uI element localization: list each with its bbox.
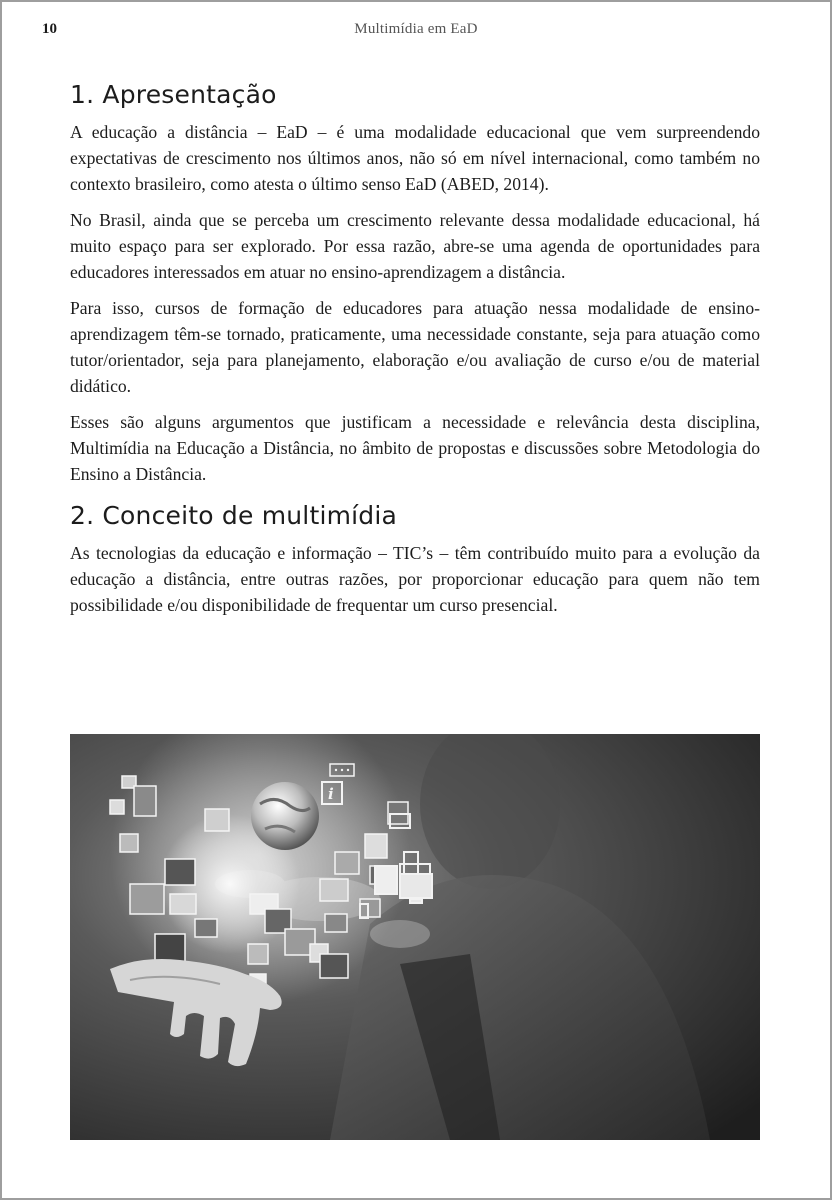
app-icon (205, 809, 229, 831)
section-heading-conceito: 2. Conceito de multimídia (70, 501, 398, 530)
tower-icon (375, 866, 397, 894)
paragraph: No Brasil, ainda que se perceba um crescimento relevante dessa modalidade educacional, há muito espaço para ser explorado. Por essa razão, abre-se uma agenda de oportunidades para educadores interessados em atuar no ensino-aprendizagem a distância. (70, 210, 760, 282)
main-content (70, 80, 760, 628)
paragraph: Esses são alguns argumentos que justificam a necessidade e relevância desta disciplina, Multimídia na Educação a Distância, no âmbito de propostas e discussões sobre Metodologia do Ensino a Distância. (70, 412, 760, 484)
monitor-icon (400, 874, 432, 898)
app-icon (335, 852, 359, 874)
page-number: 10 (42, 21, 57, 37)
multimedia-illustration (70, 734, 760, 1140)
app-icon (110, 800, 124, 814)
globe-icon (251, 782, 319, 850)
app-icon (170, 894, 196, 914)
app-icon (325, 914, 347, 932)
illustration-svg (70, 734, 760, 1140)
monitor-icon (165, 859, 195, 885)
document-icon (365, 834, 387, 858)
running-title: Multimídia em EaD (354, 21, 478, 37)
app-icon (195, 919, 217, 937)
app-icon (320, 954, 348, 978)
paragraph: A educação a distância – EaD – é uma modalidade educacional que vem surpreendendo expectativas de crescimento nos últimos anos, não só em nível internacional, como também no contexto brasileiro, como atesta o último senso EaD (ABED, 2014). (70, 122, 760, 194)
section-heading-apresentacao: 1. Apresentação (70, 80, 277, 109)
running-header (2, 2, 830, 62)
svg-text:i: i (328, 785, 334, 803)
paragraph: As tecnologias da educação e informação – TIC’s – têm contribuído muito para a evolução da educação a distância, entre outras razões, por proporcionar educação para quem não tem possibilidade e/ou disponibilidade de frequentar um curso presencial. (70, 543, 760, 615)
app-icon (248, 944, 268, 964)
app-icon (134, 786, 156, 816)
photo-icon (130, 884, 164, 914)
app-icon (120, 834, 138, 852)
document-page (2, 2, 830, 1198)
paragraph: Para isso, cursos de formação de educadores para atuação nessa modalidade de ensino-aprendizagem têm-se tornado, praticamente, uma necessidade constante, seja para atuação como tutor/orientador, seja para planejamento, elaboração e/ou avaliação de curso e/ou de material didático. (70, 298, 760, 396)
app-icon (155, 934, 185, 962)
app-icon (320, 879, 348, 901)
app-icon (360, 899, 380, 917)
